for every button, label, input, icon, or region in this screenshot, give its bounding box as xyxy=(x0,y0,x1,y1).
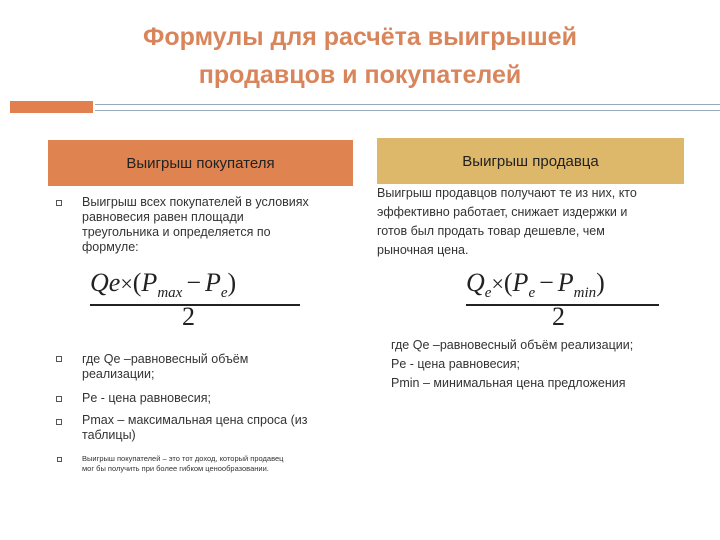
seller-item-1: где Qe –равновесный объём реализации; xyxy=(391,338,634,352)
buyer-header xyxy=(48,140,353,186)
buyer-note-line-1: Выигрыш покупателей – это тот доход, который продавец xyxy=(82,454,284,463)
seller-header-label: Выигрыш продавца xyxy=(462,152,599,170)
buyer-formula-times: × xyxy=(120,271,133,296)
buyer-formula-p1: P xyxy=(141,268,158,297)
buyer-item-2: Pe - цена равновесия; xyxy=(82,391,212,405)
title-rule-line xyxy=(95,104,720,111)
buyer-item-3-line-1: Pmax – максимальная цена спроса (из xyxy=(82,413,308,427)
buyer-intro-line-1: Выигрыш всех покупателей в условиях xyxy=(82,195,309,209)
seller-formula-denominator: 2 xyxy=(552,302,565,331)
bullet-icon xyxy=(56,419,62,425)
bullet-icon xyxy=(57,457,62,462)
slide-title-line-2: продавцов и покупателей xyxy=(198,61,522,89)
seller-intro-line-2: эффективно работает, снижает издержки и xyxy=(377,205,628,219)
buyer-formula-p2: P xyxy=(204,268,221,297)
buyer-item-3-line-2: таблицы) xyxy=(82,428,136,442)
seller-formula-p1: P xyxy=(512,268,529,297)
buyer-formula-numerator xyxy=(90,268,236,302)
buyer-note-line-2: мог бы получить при более гибком ценообразовании. xyxy=(82,464,269,473)
seller-formula-open: ( xyxy=(503,268,513,297)
buyer-item-1-line-1: где Qe –равновесный объём xyxy=(82,352,249,366)
seller-formula-times: × xyxy=(491,271,504,296)
buyer-formula-minus: − xyxy=(186,268,201,297)
seller-formula-numerator xyxy=(466,268,605,302)
buyer-formula-denominator: 2 xyxy=(182,302,195,331)
seller-item-3: Pmin – минимальная цена предложения xyxy=(391,376,626,390)
buyer-formula-fraction-bar xyxy=(90,304,300,306)
seller-formula-p1-sub: e xyxy=(528,285,536,302)
seller-formula-close: ) xyxy=(596,268,605,297)
seller-formula-p2-sub: min xyxy=(573,285,597,302)
buyer-intro-line-4: формуле: xyxy=(82,240,139,254)
buyer-formula-open: ( xyxy=(132,268,142,297)
slide-title-line-1: Формулы для расчёта выигрышей xyxy=(143,23,577,51)
seller-formula-q: Q xyxy=(466,268,485,297)
seller-header xyxy=(377,138,684,184)
slide-title xyxy=(0,18,720,94)
buyer-formula-p2-sub: e xyxy=(220,285,228,302)
buyer-intro-line-2: равновесия равен площади xyxy=(82,210,244,224)
seller-intro-line-1: Выигрыш продавцов получают те из них, кто xyxy=(377,186,637,200)
title-rule-accent xyxy=(10,101,93,113)
buyer-header-label: Выигрыш покупателя xyxy=(126,154,275,172)
seller-intro-line-3: готов был продать товар дешевле, чем xyxy=(377,224,605,238)
buyer-item-1-line-2: реализации; xyxy=(82,367,155,381)
buyer-formula-q: Qe xyxy=(90,268,121,297)
buyer-intro-line-3: треугольника и определяется по xyxy=(82,225,271,239)
buyer-formula-p1-sub: max xyxy=(157,285,183,302)
bullet-icon xyxy=(56,200,62,206)
seller-formula-q-sub: e xyxy=(484,285,492,302)
seller-formula-p2: P xyxy=(557,268,574,297)
buyer-formula-close: ) xyxy=(227,268,237,297)
bullet-icon xyxy=(56,356,62,362)
bullet-icon xyxy=(56,396,62,402)
seller-intro-line-4: рыночная цена. xyxy=(377,243,469,257)
seller-item-2: Pe - цена равновесия; xyxy=(391,357,521,371)
seller-formula-minus: − xyxy=(539,268,554,297)
